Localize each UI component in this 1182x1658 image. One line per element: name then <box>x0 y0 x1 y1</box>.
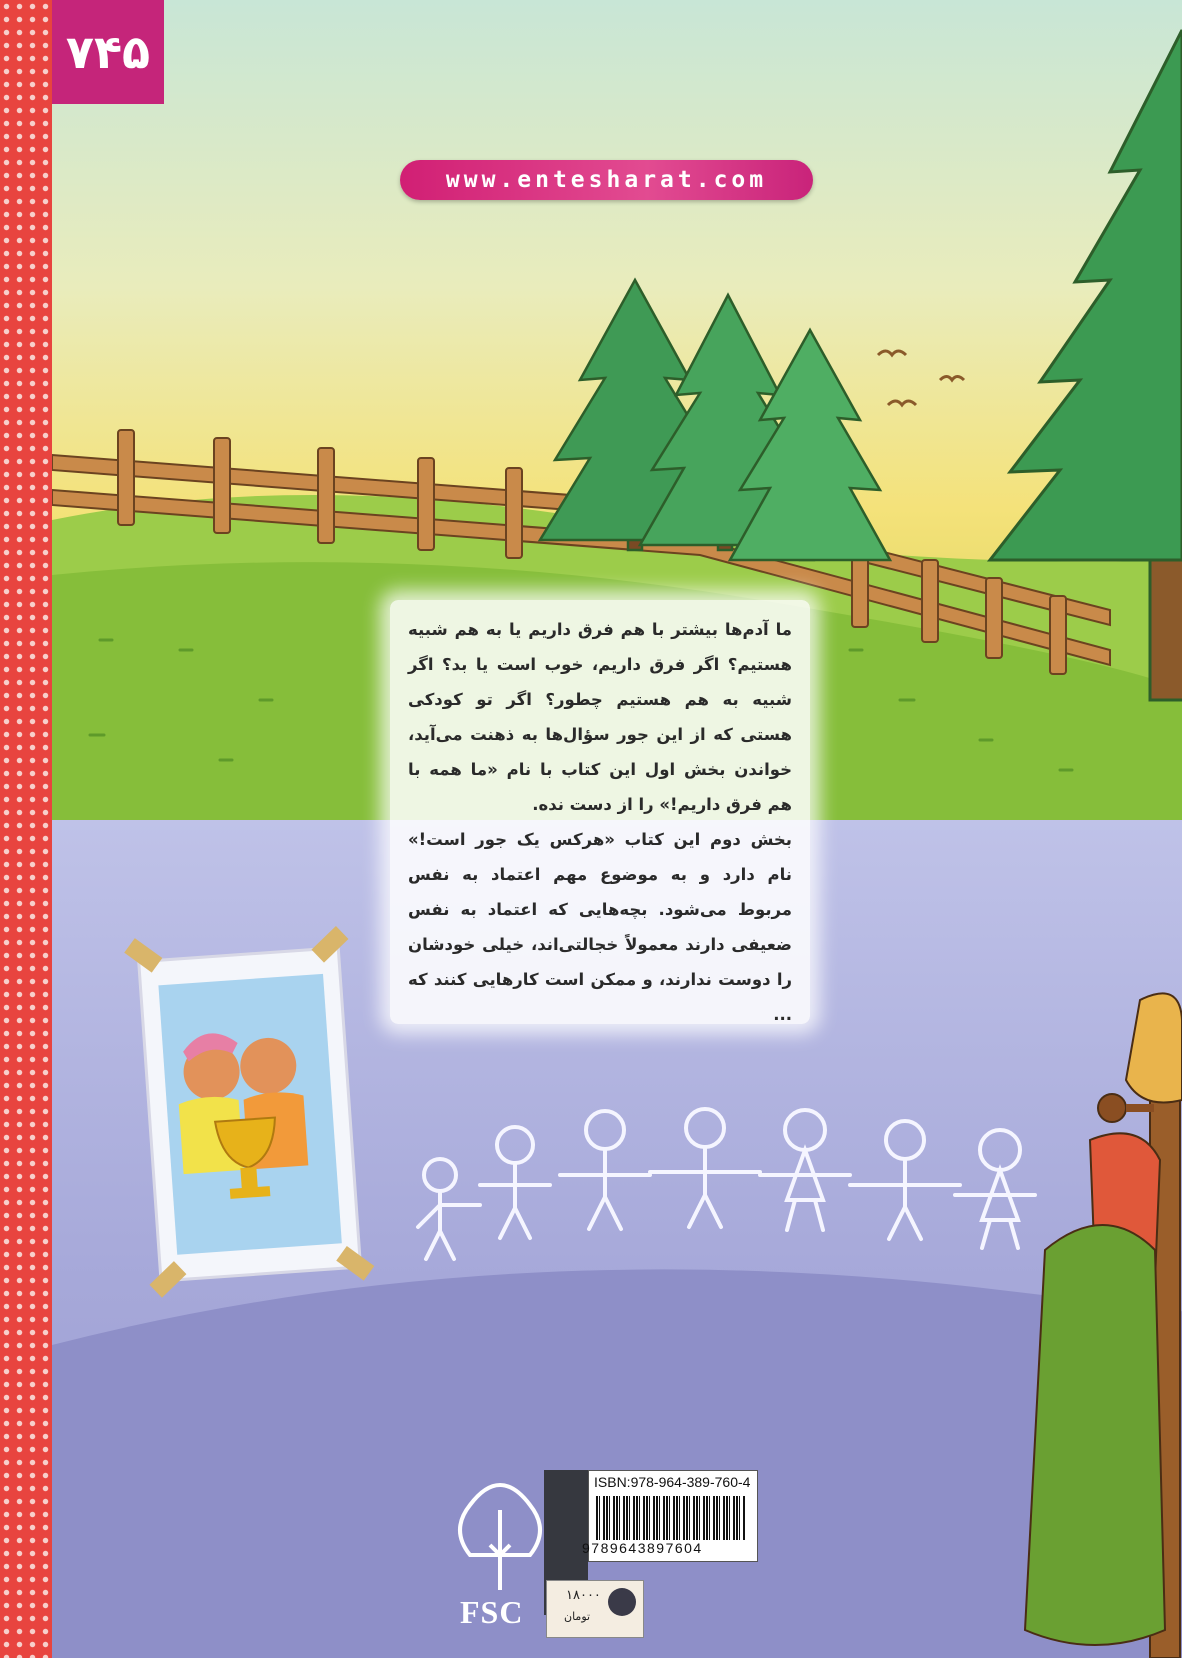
barcode-bars <box>596 1496 746 1540</box>
pine-trees-group <box>540 280 890 560</box>
isbn-text: ISBN:978-964-389-760-4 <box>594 1474 751 1490</box>
coat-rack <box>1025 993 1182 1658</box>
framed-kids-drawing <box>123 923 375 1299</box>
price-unit: تومان <box>564 1610 591 1623</box>
bird-icon <box>878 351 906 355</box>
fsc-label: FSC <box>460 1594 524 1630</box>
polka-dot-spine <box>0 0 52 1658</box>
website-url-link[interactable]: www.entesharat.com <box>400 160 813 200</box>
series-code-badge: ۷۴۵ <box>52 0 164 104</box>
blurb-panel <box>390 600 810 1024</box>
publisher-stamp-icon <box>608 1588 636 1616</box>
blurb-paragraph-2: بخش دوم این کتاب «هرکس یک جور است!» نام دارد و به موضوع مهم اعتماد به نفس مربوط می‌شود. بچه‌هایی که اعتماد به نفس ضعیفی دارند معمولاً خجالتی‌اند، خیلی خودشان را دوست ندارند، و ممکن است کارهایی کنند که ... <box>408 830 792 1024</box>
bird-icon <box>940 377 964 381</box>
barcode-number: 9789643897604 <box>582 1540 703 1556</box>
crayon-kids-chain <box>418 1109 1035 1259</box>
price-amount: ۱۸۰۰۰ <box>566 1588 601 1603</box>
bird-icon <box>888 401 916 405</box>
blurb-paragraph-1: ما آدم‌ها بیشتر با هم فرق داریم یا به هم شبیه هستیم؟ اگر فرق داریم، خوب است یا بد؟ اگر شبیه به هم هستیم چطور؟ اگر تو کودکی هستی که از این جور سؤال‌ها به ذهنت می‌آید، خواندن بخش اول این کتاب با نام «ما همه با هم فرق داریم!» را از دست نده. <box>408 620 792 814</box>
